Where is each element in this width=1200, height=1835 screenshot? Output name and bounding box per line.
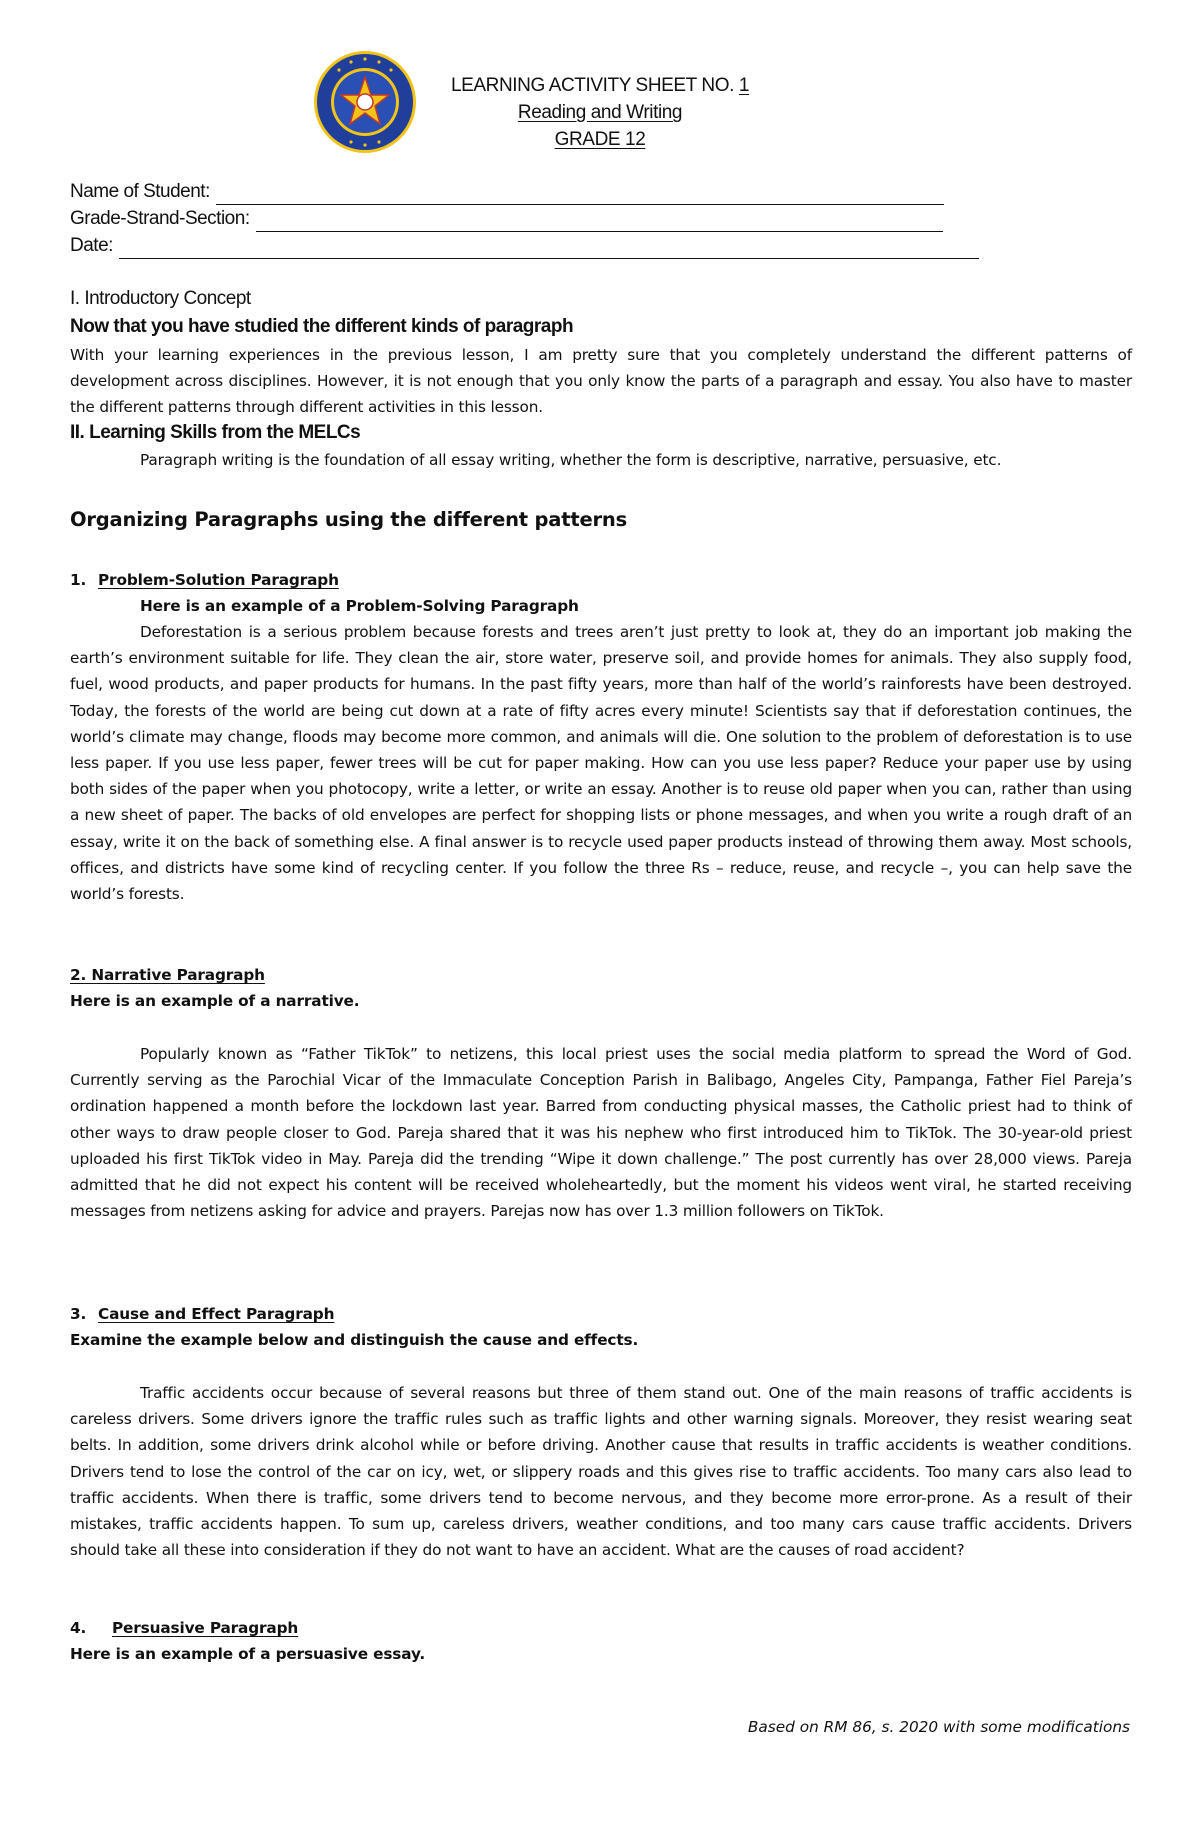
cause-subtitle: Examine the example below and distinguish the cause and effects. (70, 1331, 639, 1349)
subject-title: Reading and Writing (517, 102, 683, 123)
sheet-number: 1 (738, 75, 750, 96)
intro-heading: I. Introductory Concept (70, 288, 251, 309)
skills-heading: II. Learning Skills from the MELCs (70, 422, 361, 443)
persuasive-number: 4. (70, 1619, 87, 1637)
persuasive-subtitle: Here is an example of a persuasive essay. (70, 1645, 426, 1663)
problem-text: Deforestation is a serious problem because forests and trees aren’t just pretty to look at, they do an important job making the earth’s environment suitable for life. They clean the air, store water, preserve soil, and provide homes for animals. They also supply food, fuel, wood products, and paper products for humans. In the past fifty years, more than half of the world’s rainforests have been destroyed. Today, the forests of the world are being cut down at a rate of fifty acres every minute! Scientists say that if deforestation continues, the world’s climate may change, floods may become more common, and animals will die. One solution to the problem of deforestation is to use less paper. If you use less paper, fewer trees will be cut for paper making. How can you use less paper? Reduce your paper use by using both sides of the paper when you photocopy, write a letter, or write an essay. Another is to reuse old paper when you can, rather than using a new sheet of paper. The backs of old envelopes are perfect for shopping lists or phone messages, and when you write a rough draft of an essay, write it on the back of something else. A final answer is to recycle used paper products instead of throwing them away. Most schools, offices, and districts have some kind of recycling center. If you follow the three Rs – reduce, reuse, and recycle –, you can help save the world’s forests. (70, 623, 1132, 904)
sheet-title: LEARNING ACTIVITY SHEET NO. 1 (450, 75, 750, 96)
cause-number: 3. (70, 1305, 87, 1323)
persuasive-title: Persuasive Paragraph (112, 1619, 299, 1637)
grade-strand-section-field[interactable] (70, 206, 943, 232)
narrative-title: 2. Narrative Paragraph (70, 966, 265, 984)
organizing-title: Organizing Paragraphs using the different patterns (70, 508, 627, 531)
student-name-label: Name of Student: (70, 181, 210, 202)
date-label: Date: (70, 235, 113, 256)
narrative-text: Popularly known as “Father TikTok” to netizens, this local priest uses the social media platform to spread the Word of God. Currently serving as the Parochial Vicar of the Immaculate Conception Parish in Balibago, Angeles City, Pampanga, Father Fiel Pareja’s ordination happened a month before the lockdown last year. Barred from conducting physical masses, the Catholic priest had to think of other ways to draw people closer to God. Pareja shared that it was his nephew who first introduced him to TikTok. The 30-year-old priest uploaded his first TikTok video in May. Pareja did the trending “Wipe it down challenge.” The post currently has over 28,000 views. Pareja admitted that he did not expect his content will be received wholeheartedly, but the moment his videos went viral, he started receiving messages from netizens asking for advice and prayers. Parejas now has over 1.3 million followers on TikTok. (70, 1045, 1132, 1221)
problem-subtitle: Here is an example of a Problem-Solving Paragraph (140, 597, 579, 615)
student-name-field[interactable] (70, 179, 944, 205)
problem-number: 1. (70, 571, 87, 589)
cause-title: Cause and Effect Paragraph (98, 1305, 335, 1323)
skills-text: Paragraph writing is the foundation of all essay writing, whether the form is descriptive, narrative, persuasive, etc. (140, 451, 1002, 469)
cause-text: Traffic accidents occur because of several reasons but three of them stand out. One of the main reasons of traffic accidents is careless drivers. Some drivers ignore the traffic rules such as traffic lights and other warning signals. Moreover, they resist wearing seat belts. In addition, some drivers drink alcohol while or before driving. Another cause that results in traffic accidents is weather conditions. Drivers tend to lose the control of the car on icy, wet, or slippery roads and this gives rise to traffic accidents. Too many cars also lead to traffic accidents. When there is traffic, some drivers tend to become nervous, and they become more error-prone. As a result of their mistakes, traffic accidents happen. To sum up, careless drivers, weather conditions, and too many cars cause traffic accidents. Drivers should take all these into consideration if they do not want to have an accident. What are the causes of road accident? (70, 1384, 1132, 1560)
intro-subheading: Now that you have studied the different kinds of paragraph (70, 316, 574, 337)
narrative-subtitle: Here is an example of a narrative. (70, 992, 360, 1010)
student-name-line[interactable] (216, 184, 944, 205)
problem-title: Problem-Solution Paragraph (98, 571, 339, 589)
date-line[interactable] (119, 238, 979, 259)
sheet-header (400, 72, 800, 153)
grade-title: GRADE 12 (554, 129, 646, 150)
intro-text: With your learning experiences in the previous lesson, I am pretty sure that you completely understand the different patterns of development across disciplines. However, it is not enough that you only know the parts of a paragraph and essay. You also have to master the different patterns through different activities in this lesson. (70, 346, 1132, 417)
grade-strand-section-label: Grade-Strand-Section: (70, 208, 250, 229)
date-field[interactable] (70, 233, 979, 259)
page-footer: Based on RM 86, s. 2020 with some modifications (747, 1718, 1130, 1736)
grade-strand-section-line[interactable] (256, 211, 943, 232)
